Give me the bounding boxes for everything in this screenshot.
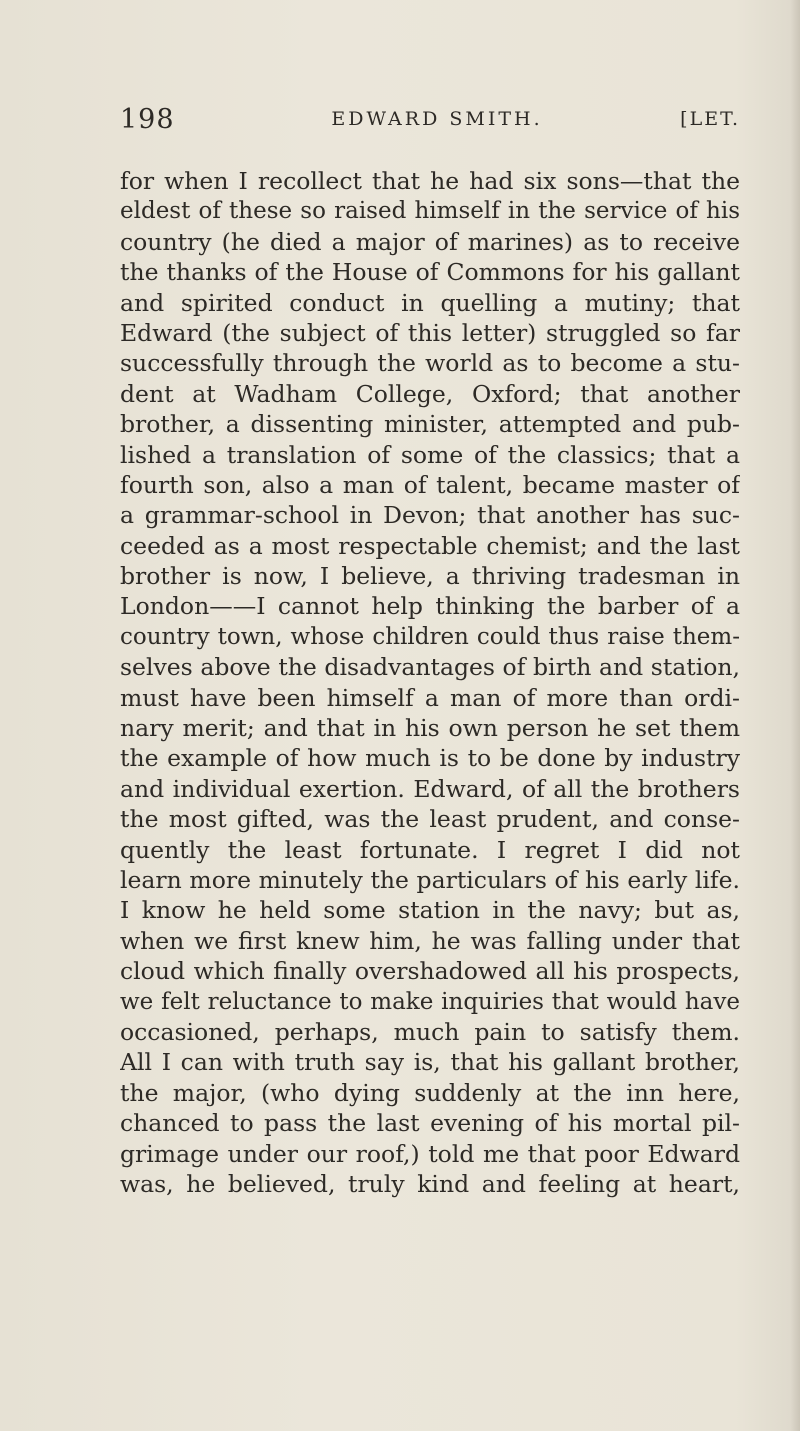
text-line: Edward (the subject of this letter) struggled so far — [120, 318, 740, 347]
text-line: the example of how much is to be done by industry — [120, 744, 740, 773]
text-line: learn more minutely the particulars of his early life. — [120, 865, 740, 894]
text-line: fourth son, also a man of talent, became master of — [120, 470, 740, 499]
section-reference: [LET. — [680, 108, 740, 130]
text-line: when we first knew him, he was falling under that — [120, 926, 740, 955]
page-number: 198 — [120, 104, 175, 135]
text-line: the thanks of the House of Commons for his gallant — [120, 258, 740, 287]
text-line: must have been himself a man of more than ordi- — [120, 683, 740, 712]
text-line: lished a translation of some of the classics; that a — [120, 440, 740, 469]
text-line: selves above the disadvantages of birth and station, — [120, 653, 740, 682]
text-line: the most gifted, was the least prudent, and conse- — [120, 805, 740, 834]
text-line: and spirited conduct in quelling a mutiny; that — [120, 288, 740, 317]
text-line: country (he died a major of marines) as to receive — [120, 227, 740, 256]
text-line: All I can with truth say is, that his gallant brother, — [120, 1048, 740, 1077]
running-title: EDWARD SMITH. — [331, 108, 543, 130]
text-line: eldest of these so raised himself in the service of his — [120, 198, 740, 225]
text-line: nary merit; and that in his own person he set them — [120, 714, 740, 743]
text-line: and individual exertion. Edward, of all the brothers — [120, 774, 740, 803]
text-line: brother, a dissenting minister, attempted and pub- — [120, 410, 740, 439]
text-line: was, he believed, truly kind and feeling at heart, — [120, 1169, 740, 1198]
text-line: a grammar-school in Devon; that another has suc- — [120, 501, 740, 530]
page-edge-shadow — [790, 0, 800, 1431]
text-line: grimage under our roof,) told me that poor Edward — [120, 1139, 740, 1168]
text-line: occasioned, perhaps, much pain to satisfy them. — [120, 1017, 740, 1046]
text-line: country town, whose children could thus raise them- — [120, 623, 740, 650]
text-line: London——I cannot help thinking the barber of a — [120, 592, 740, 621]
text-line: successfully through the world as to become a stu- — [120, 349, 740, 378]
text-line: I know he held some station in the navy; but as, — [120, 896, 740, 925]
text-line: quently the least fortunate. I regret I did not — [120, 835, 740, 864]
text-line: ceeded as a most respectable chemist; and the last — [120, 531, 740, 560]
text-line: brother is now, I believe, a thriving tradesman in — [120, 562, 740, 591]
text-line: chanced to pass the last evening of his mortal pil- — [120, 1109, 740, 1138]
running-head — [120, 104, 740, 144]
text-line: the major, (who dying suddenly at the inn here, — [120, 1078, 740, 1107]
text-line: we felt reluctance to make inquiries that would have — [120, 988, 740, 1015]
text-line: dent at Wadham College, Oxford; that another — [120, 379, 740, 408]
text-line: cloud which finally overshadowed all his prospects, — [120, 957, 740, 986]
text-line: for when I recollect that he had six sons—that the — [120, 167, 740, 195]
body-text — [120, 166, 740, 1199]
